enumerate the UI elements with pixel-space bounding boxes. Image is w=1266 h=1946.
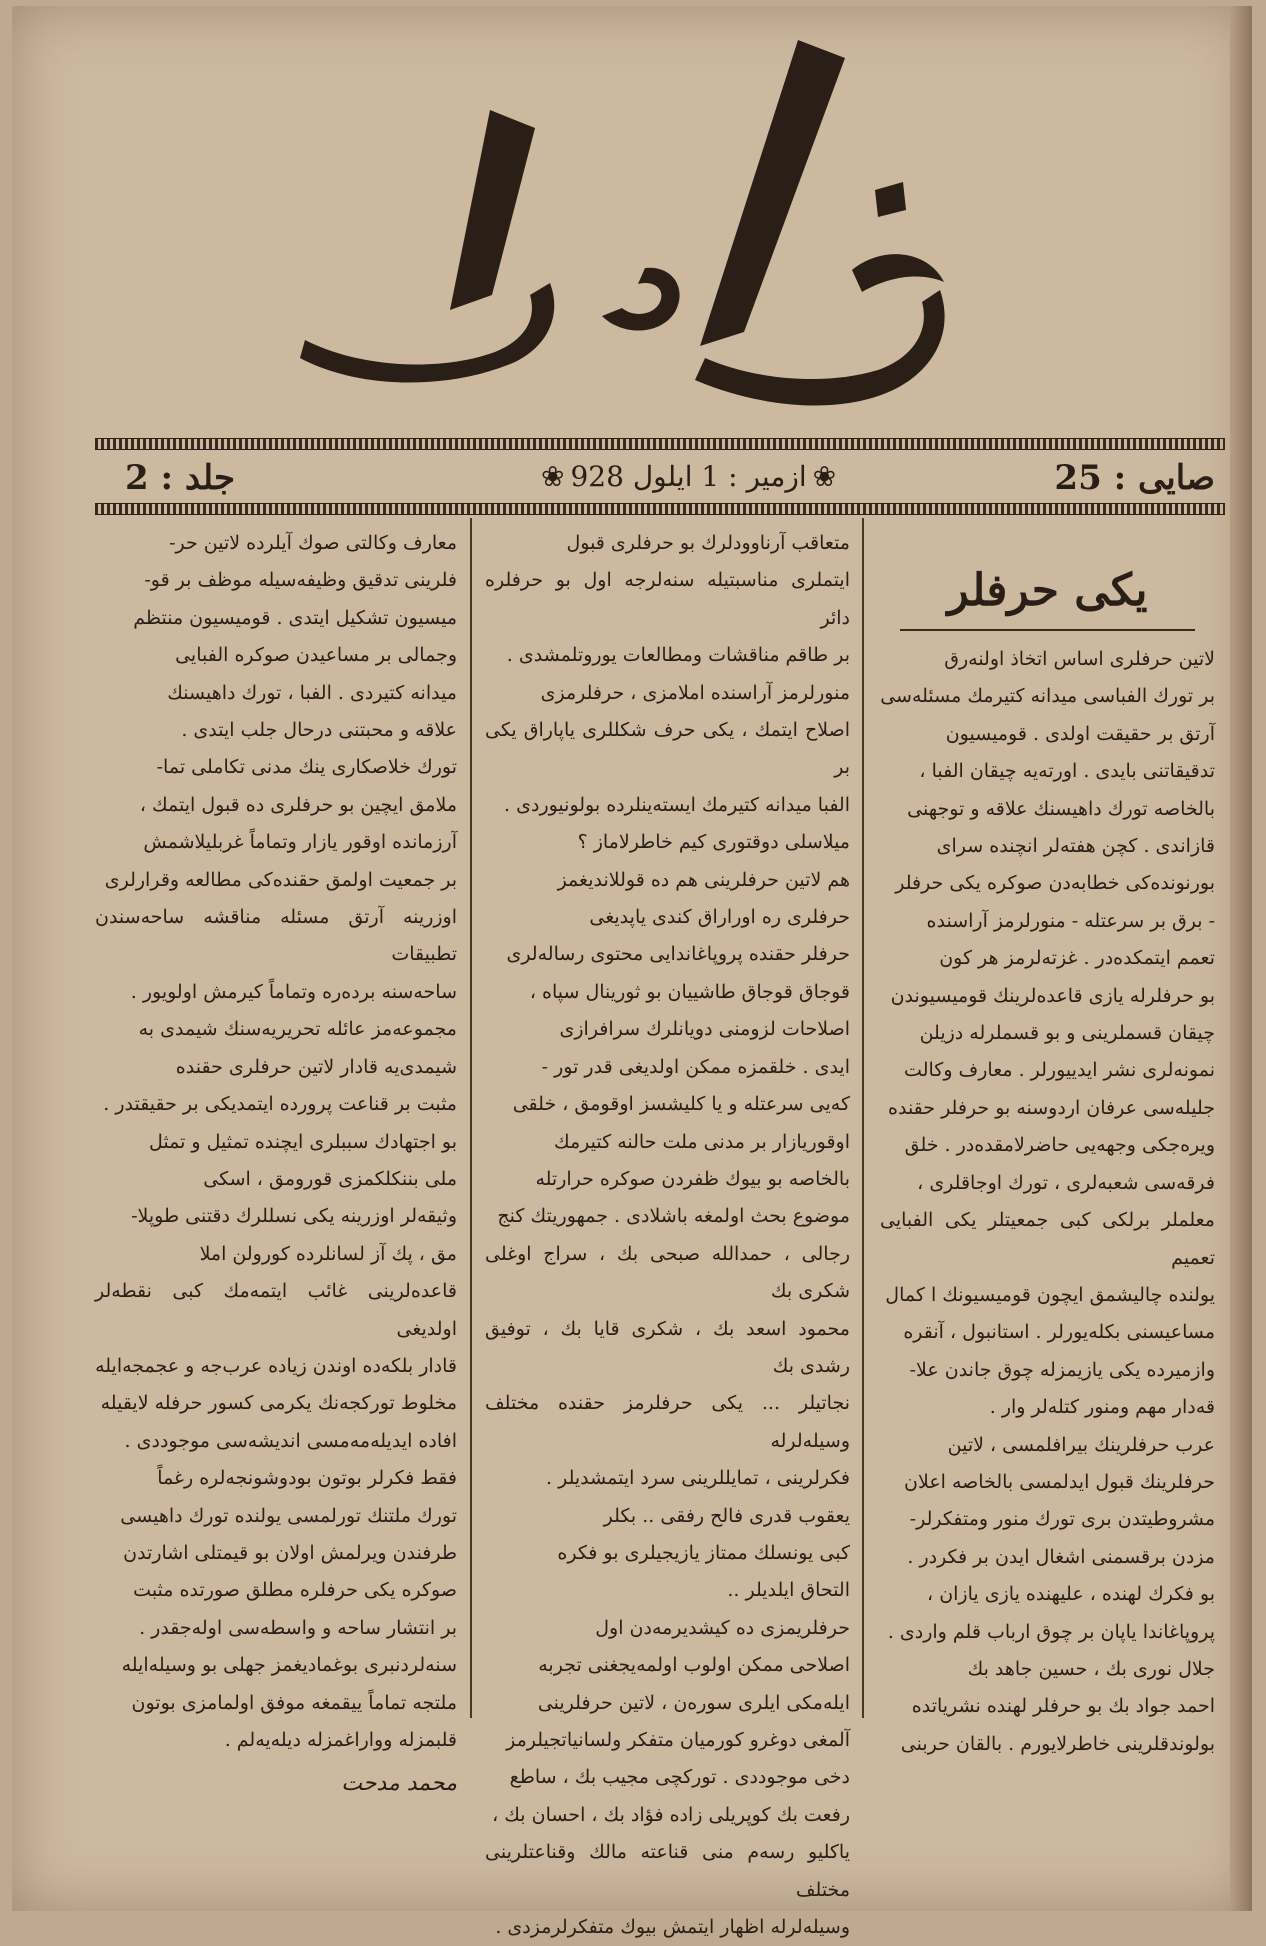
issue-number: صایی : 25 (1054, 458, 1215, 498)
ornament-icon: ❀ (541, 460, 565, 493)
text-line: پروپاغاندا یاپان بر چوق ارباب قلم واردی . (887, 1620, 1215, 1643)
headline-rule (900, 629, 1195, 631)
text-line: بر طاقم مناقشات ومطالعات یوروتلمشدی . (506, 644, 850, 667)
text-line: مق ، پك آز لسانلرده کورولن املا (199, 1242, 457, 1265)
text-line: نجاتیلر ... یکی حرفلرمز حقنده مختلف وسیله‌لرله (485, 1392, 850, 1452)
text-line: بو اجتهادك سببلری ایچنده تمثیل و تمثل (149, 1130, 457, 1153)
text-line: ایدی . خلقمزه ممکن اولدیغی قدر تور - (541, 1055, 850, 1078)
text-line: بالخاصه بو بیوك ظفردن صوکره حرارتله (535, 1167, 850, 1190)
text-line: احمد جواد بك بو حرفلر لهنده نشریاتده (911, 1695, 1215, 1718)
text-line: مشروطیتدن بری تورك منور ومتفکرلر- (909, 1508, 1215, 1531)
author-signature: محمد مدحت (341, 1771, 457, 1797)
article-column-1 (880, 525, 1215, 1763)
text-line: قاعده‌لرینی غائب ایتمه‌مك کبی نقطه‌لر اولدیغی (95, 1280, 457, 1340)
text-line: قلبمزله وواراغمزله دیله‌یه‌لم . (224, 1729, 457, 1751)
column-3-text (95, 525, 457, 1759)
text-line: مثبت بر قناعت پرورده ایتمدیکی بر حقیقتدر . (103, 1093, 457, 1116)
text-line: لاتین حرفلری اساس اتخاذ اولنه‌رق (944, 648, 1215, 670)
masthead-rule-top (95, 438, 1225, 450)
text-line: محمود اسعد بك ، شکری قایا بك ، توفیق رشدی بك (485, 1317, 850, 1377)
text-line: اصلاح ایتمك ، یکی حرف شکللری یاپاراق یکی بر (485, 719, 850, 779)
text-line: بورنونده‌کی خطابه‌دن صوکره یکی حرفلر (895, 872, 1215, 895)
text-line: معلملر برلکی کبی جمعیتلر یکی الفبایی تعمیم (880, 1209, 1215, 1269)
text-line: میسیون تشکیل ایتدی . قومیسیون منتظم (133, 606, 457, 629)
text-line: بو حرفلرله یازی قاعده‌لرینك قومیسیوندن (890, 984, 1215, 1007)
text-line: وجمالی بر مساعیدن صوکره الفبایی (175, 644, 457, 667)
text-line: اوقوریازار بر مدنی ملت حالنه کتیرمك (553, 1130, 850, 1153)
text-line: میلاسلی دوقتوری کیم خاطرلاماز ؟ (577, 831, 850, 854)
text-line: حرفلرینك قبول ایدلمسی بالخاصه اعلان (904, 1470, 1215, 1493)
date-text: ازمیر : 1 ایلول 928 (570, 460, 807, 493)
text-line: کبی یونسلك ممتاز یازیجیلری بو فکره (557, 1541, 850, 1564)
article-column-3 (95, 525, 457, 1803)
text-line: رجالی ، حمدالله صبحی بك ، سراج اوغلی شکری بك (485, 1242, 850, 1303)
text-line: بر انتشار ساحه و واسطه‌سی اوله‌جقدر . (139, 1616, 457, 1639)
text-line: آرتق بر حقیقت اولدی . قومیسیون (945, 722, 1215, 745)
text-line: حرفلریمزی ده کیشدیرمه‌دن اول (595, 1616, 850, 1639)
text-line: بو فکرك لهنده ، علیهنده یازی یازان ، (927, 1583, 1215, 1606)
text-line: وسیله‌لرله اظهار ایتمش بیوك متفکرلرمزدی . (495, 1916, 850, 1939)
text-line: تعمم ایتمکده‌در . غزته‌لرمز هر کون (939, 947, 1215, 970)
column-2-text (485, 525, 850, 1946)
text-line: تورك خلاصکاری ینك مدنی تکاملی تما- (156, 756, 457, 779)
text-line: یعقوب قدری فالح رفقی .. بکلر (603, 1504, 850, 1527)
date-line (535, 460, 842, 493)
text-line: حرفلری ره اوراراق کندی یاپدیغی (589, 906, 850, 929)
text-line: مجموعه‌مز عائله تحریریه‌سنك شیمدی به (138, 1018, 457, 1041)
text-line: چیقان قسملرینی و بو قسملرله دزیلن (919, 1022, 1215, 1045)
text-line: یاکلیو رسه‌م منی قناعته مالك وقناعتلرینی مختلف (485, 1841, 850, 1901)
text-line: ویره‌جکی وجهه‌یی حاضرلامقده‌در . خلق (904, 1134, 1215, 1157)
text-line: فقط فکرلر بوتون بودوشونجه‌لره رغماً (157, 1467, 457, 1490)
text-line: اوزرینه آرتق مسئله مناقشه ساحه‌سندن تطبیقات (95, 906, 457, 966)
text-line: بولوندقلرینی خاطرلایورم . بالقان حربنی (900, 1732, 1215, 1755)
article-headline: یکی حرفلر (947, 565, 1148, 616)
text-line: فکرلرینی ، تمایللرینی سرد ایتمشدیلر . (546, 1467, 850, 1490)
text-line: مزدن برقسمنی اشغال ایدن بر فکردر . (907, 1545, 1215, 1568)
text-line: وازمیرده یکی یازیمزله چوق جاندن علا- (909, 1358, 1215, 1381)
text-line: ملتجه تماماً ییقمغه موفق اولمامزی بوتون (131, 1691, 457, 1714)
text-line: قه‌دار مهم ومنور کتله‌لر وار . (989, 1396, 1215, 1419)
masthead-calligraphy (300, 40, 1020, 440)
text-line: آلمغی دوغرو کورمیان متفکر ولسانیاتجیلرمز (506, 1729, 850, 1751)
text-line: مساعیسنی بکله‌یورلر . استانبول ، آنقره (903, 1321, 1215, 1344)
text-line: فرقه‌سی شعبه‌لری ، تورك اوجاقلری ، (917, 1171, 1215, 1194)
text-line: جلیله‌سی عرفان اردوسنه بو حرفلر حقنده (888, 1096, 1215, 1119)
text-line: جلال نوری بك ، حسین جاهد بك (967, 1657, 1215, 1680)
text-line: هم لاتین حرفلرینی هم ده قوللاندیغمز (557, 868, 850, 891)
text-line: تدقیقاتنی بایدی . اورته‌یه چیقان الفبا ، (919, 760, 1215, 783)
text-line: قادار بلکه‌ده اوندن زیاده عرب‌جه و عجمجه‌ایله (95, 1354, 457, 1377)
text-line: قازاندی . کچن هفته‌لر انچنده سرای (936, 835, 1215, 858)
text-line: سنه‌لردنبری بوغمادیغمز جهلی بو وسیله‌ایله (121, 1654, 457, 1677)
ornament-icon: ❀ (812, 460, 837, 493)
text-line: ساحه‌سنه برده‌ره وتماماً کیرمش اولویور . (130, 980, 457, 1003)
column-divider (470, 518, 472, 1718)
text-line: عرب حرفلرینك بیرافلمسی ، لاتین (947, 1433, 1215, 1456)
text-line: الفبا میدانه کتیرمك ایسته‌ینلرده بولونیوردی . (504, 793, 850, 816)
text-line: اصلاحات لزومنی دویانلرك سرافرازی (559, 1018, 850, 1041)
text-line: متعاقب آرناوودلرك بو حرفلری قبول (566, 532, 850, 554)
text-line: دخی موجوددی . تورکچی مجیب بك ، ساطع (509, 1766, 850, 1789)
text-line: - برق بر سرعتله - منورلرمز آراسنده (926, 909, 1215, 932)
text-line: حرفلر حقنده پروپاغاندایی محتوی رساله‌لری (506, 943, 850, 966)
text-line: شیمدی‌یه قادار لاتین حرفلری حقنده (175, 1055, 457, 1078)
text-line: ملی بننکلکمزی قورومق ، اسکی (203, 1167, 457, 1190)
text-line: نمونه‌لری نشر ایدییورلر . معارف وكالت (904, 1059, 1215, 1082)
text-line: اصلاحی ممکن اولوب اولمه‌یجغنی تجربه (538, 1654, 850, 1677)
text-line: موضوع بحث اولمغه باشلادی . جمهوریتك کنج (497, 1205, 850, 1228)
text-line: میدانه کتیردی . الفبا ، تورك داهیسنك (167, 681, 457, 704)
text-line: صوکره یکی حرفلره مطلق صورتده مثبت (133, 1579, 457, 1602)
text-line: بالخاصه تورك داهیسنك علاقه و توجهنی (907, 797, 1215, 820)
text-line: علاقه و محبتنی درحال جلب ایتدی . (181, 719, 457, 742)
text-line: فلرینی تدقیق وظیفه‌سیله موظف بر قو- (144, 569, 457, 592)
text-line: بر جمعیت اولمق حقنده‌کی مطالعه وقرارلری (104, 868, 457, 891)
text-line: یولنده چالیشمق ایچون قومیسیونك ا كمال (885, 1283, 1215, 1306)
volume-number: جلد : 2 (125, 458, 236, 498)
article-column-2 (485, 525, 850, 1946)
text-line: التحاق ایلدیلر .. (727, 1579, 850, 1602)
issue-info-row (95, 458, 1225, 500)
text-line: قوجاق قوجاق طاشییان بو ثورینال سپاه ، (529, 980, 850, 1003)
text-line: تورك ملتنك تورلمسی یولنده تورك داهیسی (120, 1504, 457, 1527)
text-line: مخلوط تورکجه‌نك یکرمی کسور حرفله لایقیله (100, 1392, 457, 1415)
text-line: وثیقه‌لر اوزرینه یکی نسللرك دقتنی طوپلا- (131, 1205, 457, 1228)
masthead-rule-bottom (95, 503, 1225, 515)
text-line: رفعت بك کوپریلی زاده فؤاد بك ، احسان بك ، (492, 1803, 850, 1826)
masthead-logo (300, 40, 1020, 440)
column-divider (862, 518, 864, 1718)
text-line: ایله‌مکی ایلری سوره‌ن ، لاتین حرفلرینی (537, 1691, 850, 1714)
text-line: ملامق ایچین بو حرفلری ده قبول ایتمك ، (139, 793, 457, 816)
binding-edge (1230, 6, 1252, 1911)
text-line: طرفندن ویرلمش اولان بو قیمتلی اشارتدن (123, 1541, 457, 1564)
text-line: افاده ایدیله‌مه‌مسی اندیشه‌سی موجوددی . (124, 1429, 457, 1452)
text-line: آرزمانده اوقور یازار وتماماً غربلیلاشمش (143, 831, 457, 854)
text-line: ایتملری مناسبتیله سنه‌لرجه اول بو حرفلره دائر (485, 569, 850, 629)
text-line: بر تورك الفباسی میدانه کتیرمك مسئله‌سی (880, 685, 1215, 708)
text-line: معارف وكالتی صوك آیلرده لاتین حر- (169, 532, 457, 554)
column-1-text (880, 641, 1215, 1763)
text-line: که‌یی سرعتله و یا کلیشسز اوقومق ، خلقی (512, 1093, 850, 1116)
text-line: منورلرمز آراسنده املامزی ، حرفلرمزی (540, 681, 850, 704)
